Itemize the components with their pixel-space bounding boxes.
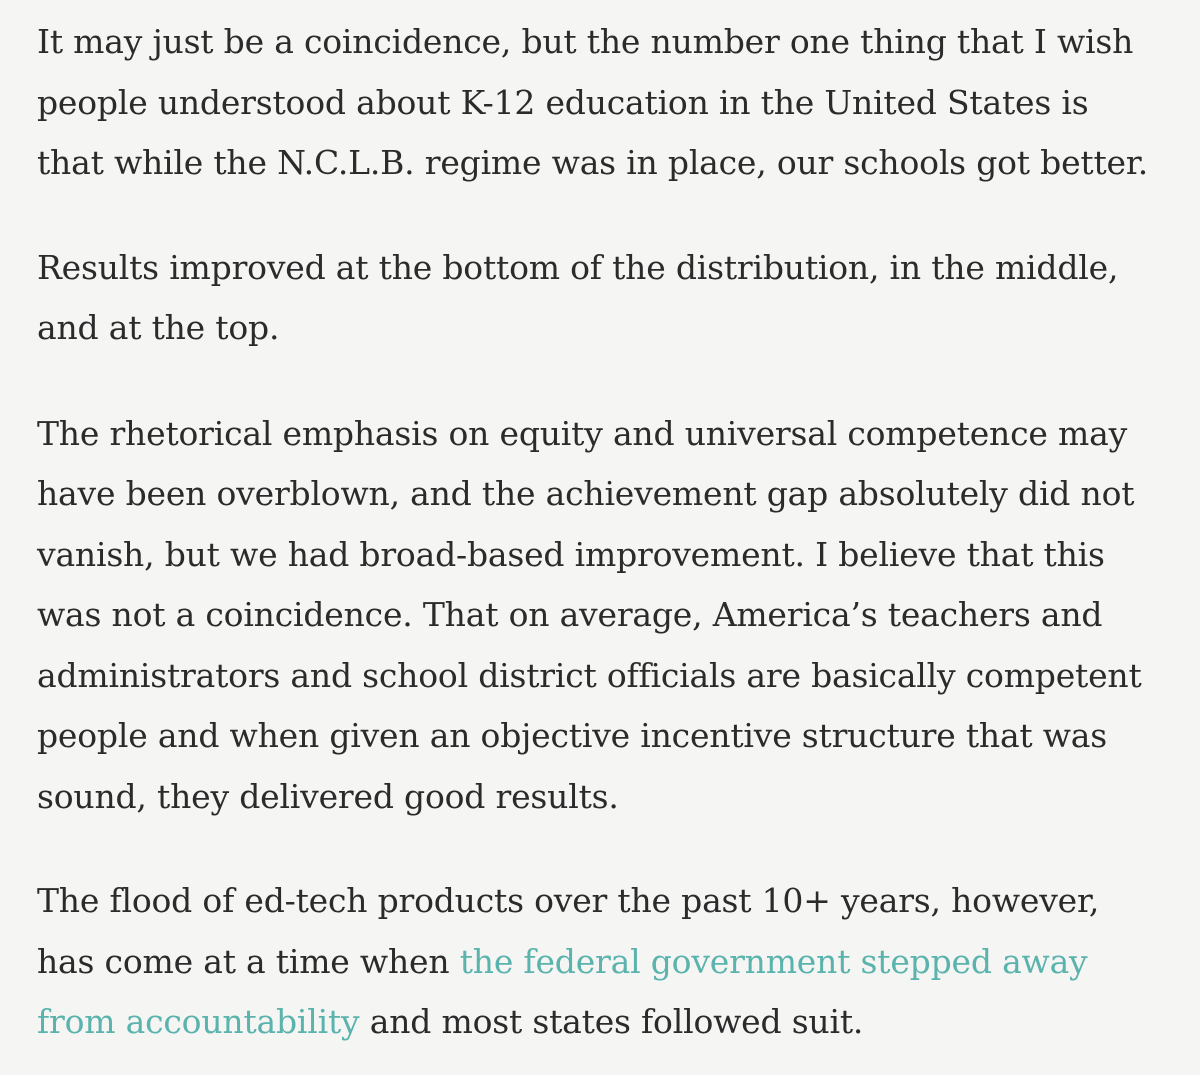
- accountability-link[interactable]: the federal government stepped away from accountability: [37, 941, 1088, 1041]
- paragraph-edtech-tail: and most states followed suit.: [359, 1002, 864, 1041]
- paragraph-nclb: It may just be a coincidence, but the number one thing that I wish people understood about K-12 education in the United States is that while the N.C.L.B. regime was in place, our schools got better.: [37, 22, 1149, 182]
- paragraph-edtech: [37, 871, 1160, 1053]
- paragraph-results: Results improved at the bottom of the distribution, in the middle, and at the top.: [37, 247, 1119, 347]
- paragraph-equity: The rhetorical emphasis on equity and universal competence may have been overblown, and the achievement gap absolutely did not vanish, but we had broad-based improvement. I believe that this was not a coincidence. That on average, America’s teachers and administrators and school district officials are basically competent people and when given an objective incentive structure that was sound, they delivered good results.: [37, 413, 1142, 816]
- paragraph-edtech-lead: The flood of ed-tech products over the past 10+ years, however, has come at a time when: [37, 881, 1100, 981]
